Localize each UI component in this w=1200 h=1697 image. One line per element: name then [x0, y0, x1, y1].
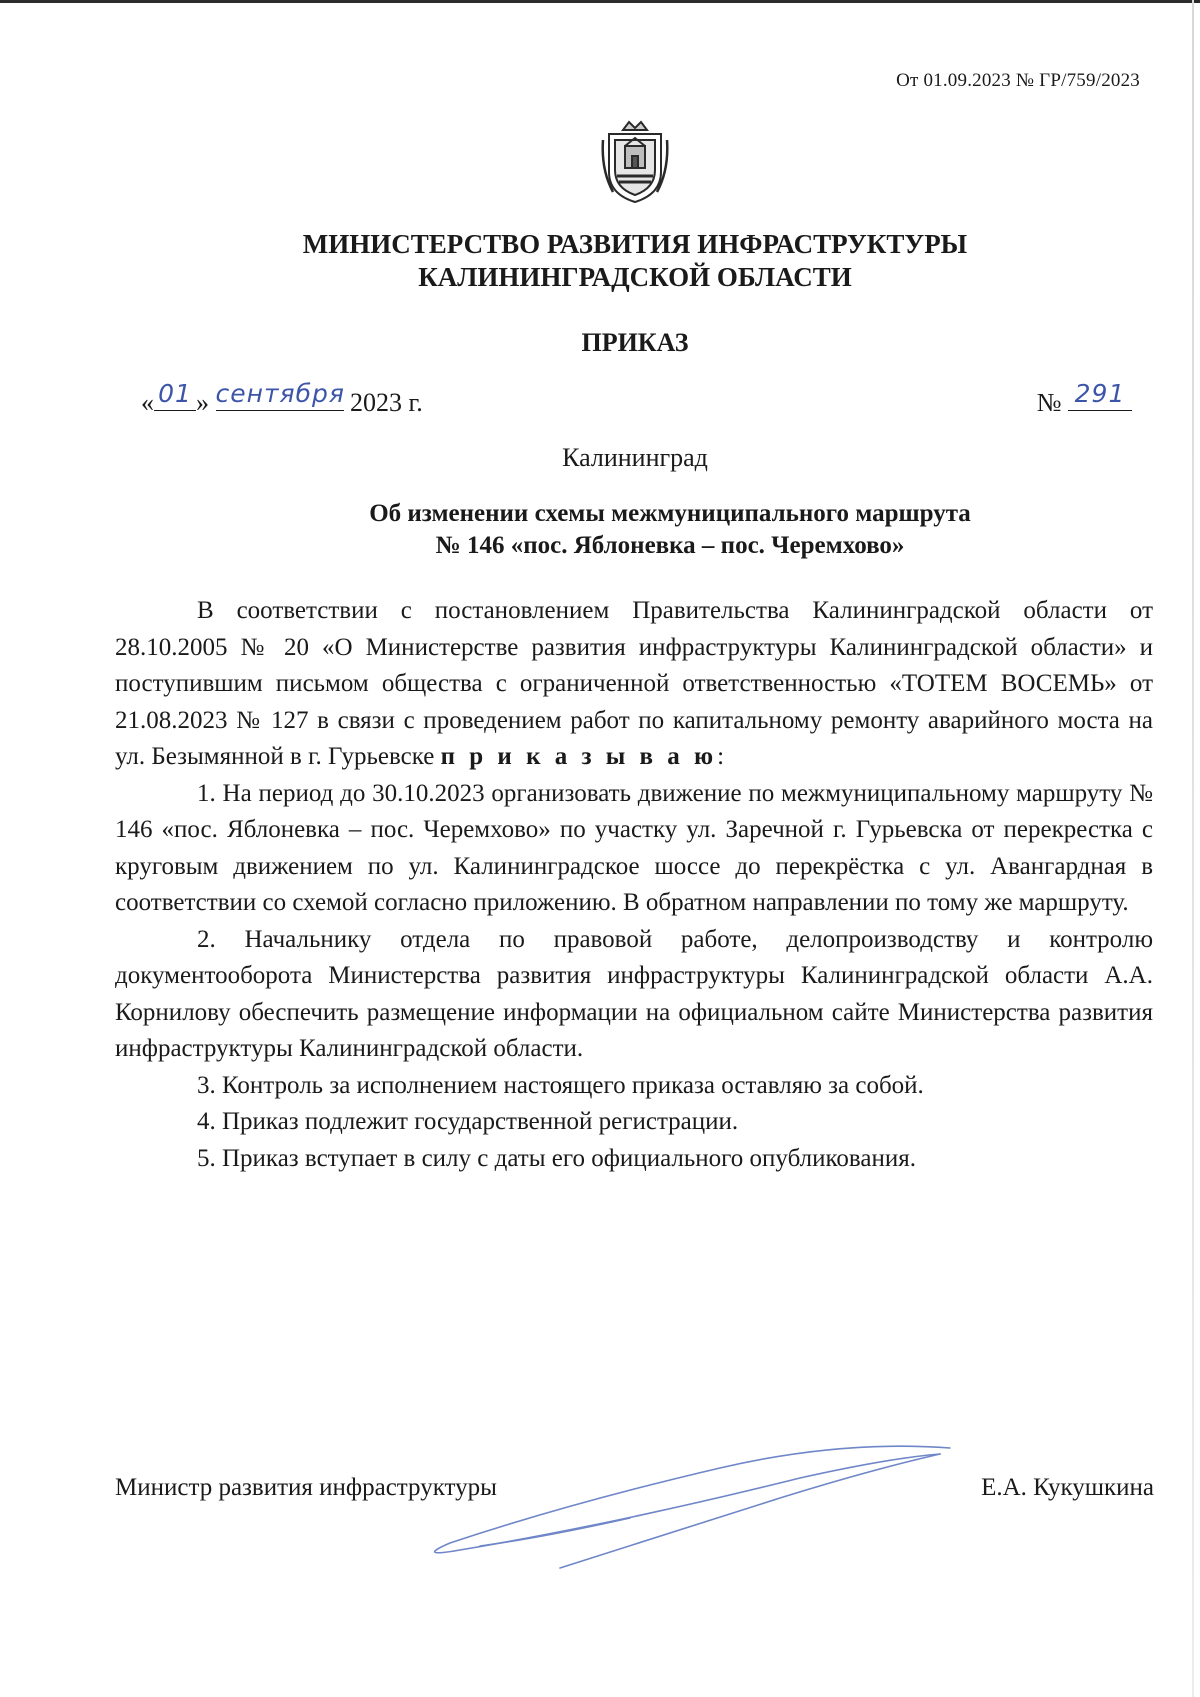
date-close-quote: » [196, 388, 209, 417]
number-handwritten: 291 [1074, 379, 1126, 408]
order-number [1036, 379, 1132, 418]
order-date [141, 379, 423, 418]
date-month-field [215, 379, 345, 411]
order-item-1: 1. На период до 30.10.2023 организовать движение по межмуниципальному маршруту № 146 «пос. Яблоневка – пос. Черемхово» по участку ул. Заречной г. Гурьевска от перекрестка с круговым движением по ул. Калининградское шоссе до перекрёстка с ул. Авангардная в соответствии со схемой согласно приложению. В обратном направлении по тому же маршруту. [115, 779, 1153, 916]
subject-line-2: № 146 «пос. Яблоневка – пос. Черемхово» [435, 532, 905, 559]
document-type-title: ПРИКАЗ [581, 328, 689, 357]
organization-name [0, 228, 1200, 294]
organization-line-2: КАЛИНИНГРАДСКОЙ ОБЛАСТИ [418, 262, 852, 292]
signatory-title: Министр развития инфраструктуры [115, 1474, 497, 1501]
order-verb: п р и к а з ы в а ю [440, 743, 718, 770]
order-body [115, 593, 1153, 1177]
preamble-paragraph [115, 593, 1153, 776]
order-colon: : [717, 743, 725, 770]
order-subject [0, 498, 1200, 562]
date-month-handwritten: сентября [215, 379, 345, 408]
date-day-field [154, 379, 196, 411]
order-item-3: 3. Контроль за исполнением настоящего приказа оставляю за собой. [197, 1071, 924, 1099]
preamble-text: В соответствии с постановлением Правительства Калининградской области от 28.10.2005 № 20 «О Министерстве развития инфраструктуры Калининградской области» и поступившим письмом общества с ограниченной ответственностью «ТОТЕМ ВОСЕМЬ» от 21.08.2023 № 127 в связи с проведением работ по капитальному ремонту аварийного моста на ул. Безымянной в г. Гурьевске [115, 597, 1153, 770]
date-year: 2023 г. [350, 388, 423, 417]
number-sign: № [1036, 388, 1062, 417]
organization-line-1: МИНИСТЕРСТВО РАЗВИТИЯ ИНФРАСТРУКТУРЫ [302, 229, 968, 259]
issue-city: Калининград [562, 443, 708, 472]
date-day-handwritten: 01 [158, 379, 192, 408]
registration-number: От 01.09.2023 № ГР/759/2023 [896, 70, 1140, 91]
order-item-4: 4. Приказ подлежит государственной регистрации. [197, 1108, 739, 1135]
signatory-name: Е.А. Кукушкина [981, 1474, 1154, 1501]
scan-border-top [0, 0, 1200, 3]
order-item-5: 5. Приказ вступает в силу с даты его официального опубликования. [197, 1144, 916, 1172]
subject-line-1: Об изменении схемы межмуниципального маршрута [369, 500, 971, 527]
order-item-2: 2. Начальнику отдела по правовой работе, делопроизводству и контролю документооборота Министерства развития инфраструктуры Калининградской области А.А. Корнилову обеспечить размещение информации на официальном сайте Министерства развития инфраструктуры Калининградской области. [115, 925, 1153, 1062]
handwritten-signature [420, 1428, 960, 1578]
date-open-quote: « [141, 388, 154, 417]
number-field [1068, 379, 1132, 411]
coat-of-arms-emblem [599, 120, 671, 204]
